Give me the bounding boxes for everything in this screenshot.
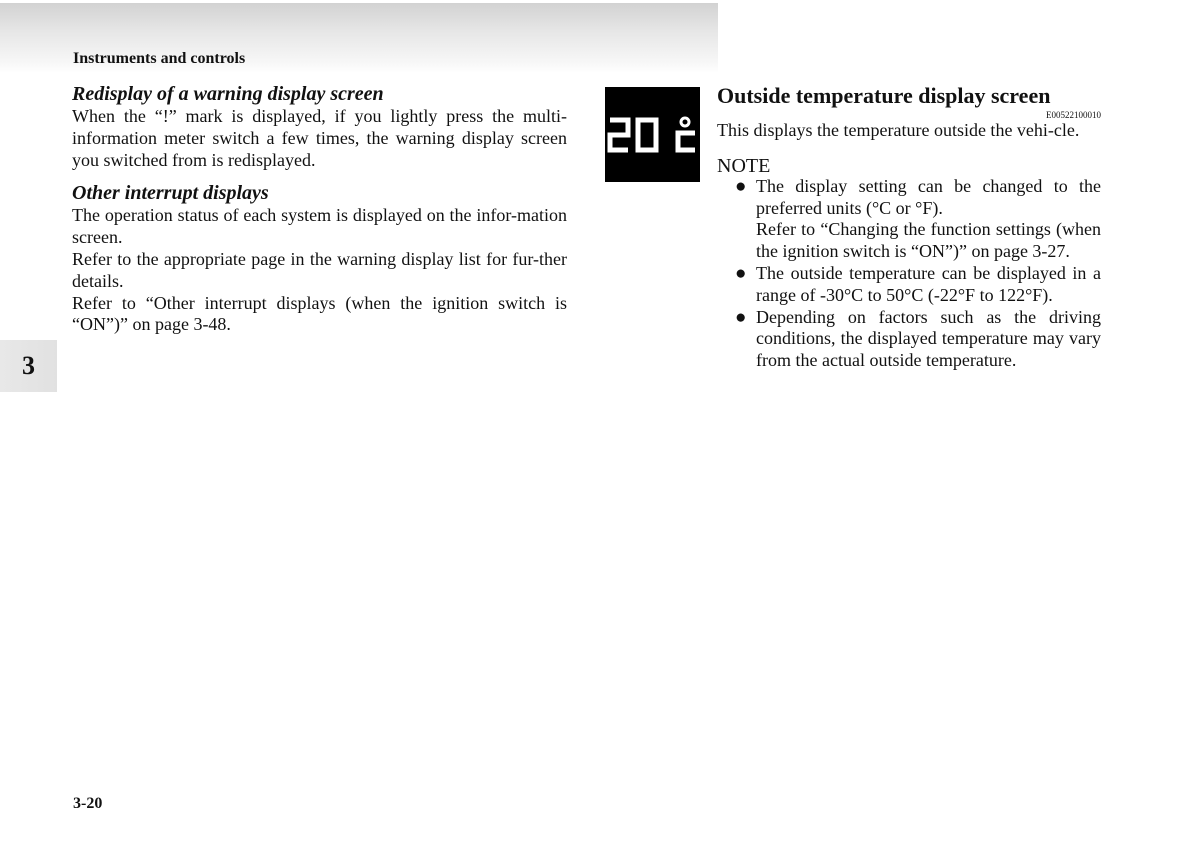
interrupt-text-2: Refer to the appropriate page in the warning display list for fur-ther details.	[72, 248, 567, 291]
note-bullet-2	[717, 263, 1101, 307]
chapter-number: 3	[22, 351, 35, 380]
note-bullet-3	[717, 307, 1101, 372]
interrupt-heading: Other interrupt displays	[72, 182, 269, 205]
page-number: 3-20	[73, 795, 103, 812]
right-column	[717, 82, 1101, 372]
note-bullet-1	[717, 176, 1101, 263]
note-bullet-2-text: The outside temperature can be displayed in a range of -30°C to 50°C (-22°F to 122°F).	[756, 262, 1101, 305]
outside-temp-text: This displays the temperature outside the vehi-cle.	[717, 120, 1080, 140]
bullet-icon: ●	[735, 175, 747, 197]
note-bullet-1-extra: Refer to “Changing the function settings (when the ignition switch is “ON”)” on page 3-27.	[756, 219, 1101, 262]
left-column	[72, 82, 567, 336]
interrupt-text-1: The operation status of each system is displayed on the infor-mation screen.	[72, 205, 567, 248]
chapter-tab	[0, 340, 57, 392]
note-label: NOTE	[717, 154, 771, 177]
section-title: Instruments and controls	[73, 50, 246, 67]
outside-temp-heading: Outside temperature display screen	[717, 83, 1051, 108]
bullet-icon: ●	[735, 262, 747, 284]
document-code: E00522100010	[1046, 110, 1101, 120]
note-bullet-3-text: Depending on factors such as the driving conditions, the displayed temperature may vary from the actual outside temperature.	[756, 306, 1101, 371]
lcd-temperature-icon	[605, 87, 700, 182]
note-bullet-1-text: The display setting can be changed to the preferred units (°C or °F).	[756, 175, 1101, 218]
redisplay-heading: Redisplay of a warning display screen	[72, 83, 384, 105]
interrupt-text-3: Refer to “Other interrupt displays (when the ignition switch is “ON”)” on page 3-48.	[72, 292, 567, 335]
redisplay-text: When the “!” mark is displayed, if you lightly press the multi-information meter switch a few times, the warning display screen you switched from is redisplayed.	[72, 106, 567, 170]
bullet-icon: ●	[735, 306, 747, 328]
lcd-temperature-illustration	[605, 87, 700, 182]
